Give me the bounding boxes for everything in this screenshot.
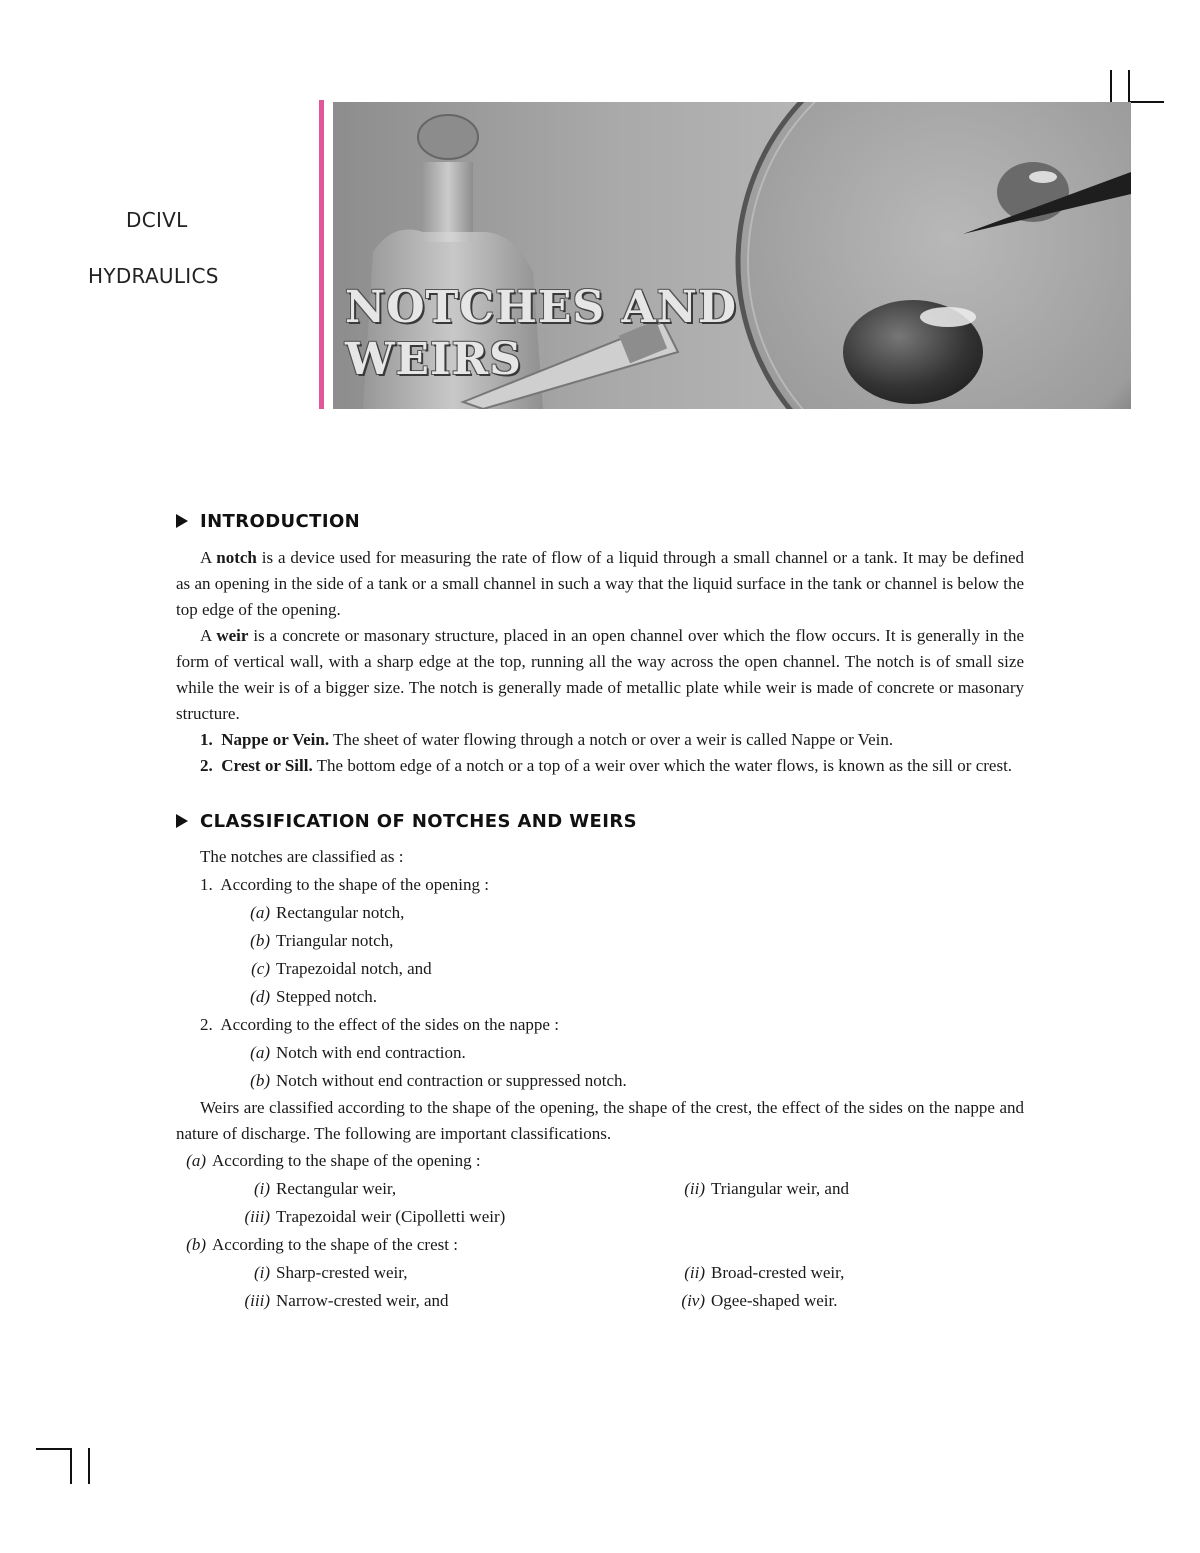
play-triangle-icon [176,514,188,528]
mark-text: (a) [250,903,270,922]
list-mark [232,955,270,983]
paragraph-notch-definition [176,545,1024,623]
list-mark [232,1287,270,1315]
def-number: 1. [200,730,213,749]
list-text: Triangular notch, [276,931,394,950]
notch-group-1 [176,871,1024,899]
mark-text: (a) [186,1151,206,1170]
list-item [667,1175,849,1203]
list-mark [232,983,270,1011]
list-item [176,983,1024,1011]
mark-text: (b) [250,931,270,950]
list-mark [176,1231,206,1259]
mark-text: (iii) [244,1207,270,1226]
text-run: is a concrete or masonary structure, placed in an open channel over which the flow occurs. It is generally in the form of vertical wall, with a sharp edge at the top, running all the way across the open channel. The notch is of small size while the weir is of a bigger size. The notch is generally made of metallic plate while weir is made of concrete or masonary structure. [176,626,1024,723]
list-item [667,1259,844,1287]
definition-crest [176,753,1024,779]
heading-label: INTRODUCTION [200,510,361,532]
list-text: According to the effect of the sides on the nappe : [220,1015,559,1034]
mark-text: (ii) [684,1263,705,1282]
term-crest: Crest or Sill. [221,756,313,775]
notches-intro: The notches are classified as : [200,847,404,866]
list-text: According to the shape of the crest : [212,1235,458,1254]
list-mark [232,1259,270,1287]
crop-mark [1128,70,1130,102]
weir-group-b [176,1231,1024,1259]
weir-crest-list [176,1259,1024,1315]
page-body [176,505,1024,1315]
list-text: Trapezoidal weir (Cipolletti weir) [276,1207,506,1226]
term-weir: weir [216,626,249,645]
heading-label: CLASSIFICATION OF NOTCHES AND WEIRS [200,810,637,832]
list-text: Stepped notch. [276,987,378,1006]
text-run: is a device used for measuring the rate of flow of a liquid through a small channel or a tank. It may be defined as an opening in the side of a tank or a small channel in such a way that the liquid surface in the tank or channel is below the top edge of the opening. [176,548,1024,619]
list-mark [232,1067,270,1095]
mark-text: (b) [250,1071,270,1090]
text-run: The bottom edge of a notch or a top of a weir over which the water flows, is known as the sill or crest. [312,756,1013,775]
weir-group-a [176,1147,1024,1175]
chapter-title-line2: WEIRS [345,334,522,385]
notch-group-2 [176,1011,1024,1039]
chapter-title [345,282,737,386]
list-mark [232,1175,270,1203]
crop-mark [1128,101,1164,103]
play-triangle-icon [176,814,188,828]
list-item [176,899,1024,927]
notch-shape-list [176,899,1024,1011]
chapter-title-line1: NOTCHES AND [345,282,738,333]
course-code: DCIVL [126,208,188,232]
list-item [232,1203,667,1231]
text-run: The sheet of water flowing through a notch or over a weir is called Nappe or Vein. [329,730,894,749]
list-mark [232,1203,270,1231]
definition-nappe [176,727,1024,753]
list-text: According to the shape of the opening : [212,1151,481,1170]
paragraph-weir-definition [176,623,1024,727]
list-text: Notch without end contraction or suppressed notch. [276,1071,627,1090]
list-text: Broad-crested weir, [711,1263,845,1282]
list-text: Ogee-shaped weir. [711,1291,838,1310]
list-row [176,1203,1024,1231]
list-mark [176,1147,206,1175]
chapter-banner [333,102,1131,409]
list-item [667,1287,838,1315]
mark-text: (iii) [244,1291,270,1310]
list-row [176,1259,1024,1287]
list-mark [667,1175,705,1203]
crop-mark [88,1448,90,1484]
list-row [176,1287,1024,1315]
course-name: HYDRAULICS [88,264,219,288]
list-mark [667,1287,705,1315]
term-notch: notch [216,548,257,567]
term-nappe: Nappe or Vein. [221,730,330,749]
list-item [232,1175,667,1203]
list-text: Rectangular notch, [276,903,405,922]
list-item [176,1039,1024,1067]
accent-rule [319,100,324,409]
list-text: Sharp-crested weir, [276,1263,408,1282]
crop-mark [70,1448,72,1484]
list-mark [232,1039,270,1067]
list-text: Trapezoidal notch, and [276,959,432,978]
list-number: 1. [200,875,213,894]
mark-text: (iv) [681,1291,705,1310]
list-text: According to the shape of the opening : [220,875,489,894]
section-heading-classification [176,805,1024,837]
crop-mark [36,1448,72,1450]
mark-text: (c) [251,959,270,978]
list-item [176,1067,1024,1095]
list-number: 2. [200,1015,213,1034]
mark-text: (d) [250,987,270,1006]
list-mark [667,1259,705,1287]
list-item [232,1287,667,1315]
mark-text: (b) [186,1235,206,1254]
text-run: A [200,548,217,567]
weir-opening-list [176,1175,1024,1231]
list-mark [232,927,270,955]
crop-mark [1110,70,1112,102]
section-heading-introduction [176,505,1024,537]
list-item [176,955,1024,983]
list-item [176,927,1024,955]
mark-text: (ii) [684,1179,705,1198]
list-mark [232,899,270,927]
list-row [176,1175,1024,1203]
list-text: Rectangular weir, [276,1179,397,1198]
list-text: Notch with end contraction. [276,1043,466,1062]
def-number: 2. [200,756,213,775]
mark-text: (i) [253,1263,270,1282]
mark-text: (i) [253,1179,270,1198]
weirs-intro: Weirs are classified according to the shape of the opening, the shape of the crest, the effect of the sides on the nappe and nature of discharge. The following are important classifications. [176,1098,1024,1143]
list-text: Triangular weir, and [711,1179,849,1198]
mark-text: (a) [250,1043,270,1062]
list-text: Narrow-crested weir, and [276,1291,449,1310]
notch-effect-list [176,1039,1024,1095]
text-run: A [200,626,217,645]
list-item [232,1259,667,1287]
